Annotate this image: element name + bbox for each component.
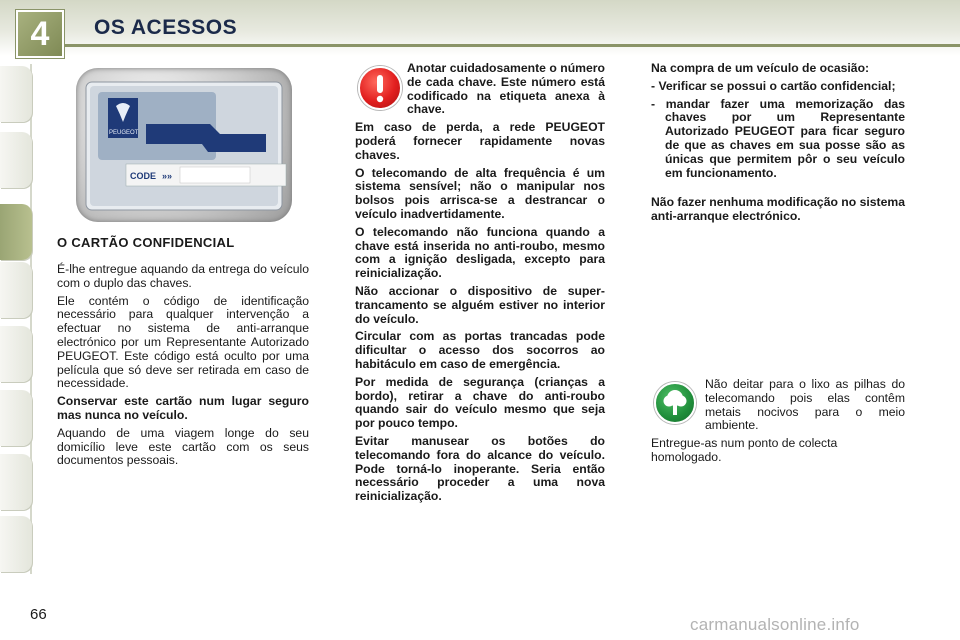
chapter-tab-8[interactable] xyxy=(0,454,32,510)
middle-paragraph-4: O telecomando não funciona quando a chave está inserida no anti-roubo, mesmo com a ignição desligada, excepto para reinicialização. xyxy=(355,224,605,281)
svg-text:PEUGEOT: PEUGEOT xyxy=(109,130,139,136)
right-list-item-2: - mandar fazer uma memorização das chaves por um Representante Autorizado PEUGEOT para ficar seguro de que as chaves em sua posse são as únicas que permitem pôr o seu veículo em funcionamento. xyxy=(651,96,905,180)
chapter-number-badge: 4 xyxy=(16,10,64,58)
left-paragraph-1: É-lhe entregue aquando da entrega do veículo com o duplo das chaves. xyxy=(57,262,309,290)
left-paragraph-4: Aquando de uma viagem longe do seu domicílio leve este cartão com os seus documentos pessoais. xyxy=(57,425,309,468)
card-drawing xyxy=(76,68,292,222)
chapter-tab-6[interactable] xyxy=(0,326,32,382)
environment-note xyxy=(651,378,905,469)
chapter-tab-5[interactable] xyxy=(0,262,32,318)
middle-column xyxy=(355,62,605,508)
chapter-tab-7[interactable] xyxy=(0,390,32,446)
section-title-confidential-card: O CARTÃO CONFIDENCIAL xyxy=(57,235,235,250)
middle-paragraph-7: Por medida de segurança (crianças a bordo), retirar a chave do anti-roubo quando sair do veículo mesmo que seja por pouco tempo. xyxy=(355,374,605,431)
right-list-item-1: - Verificar se possui o cartão confidencial; xyxy=(651,78,896,93)
environment-paragraph-2: Entregue-as num ponto de colecta homologado. xyxy=(651,436,838,464)
chapter-tab-2[interactable] xyxy=(0,132,32,188)
middle-paragraph-2: Em caso de perda, a rede PEUGEOT poderá fornecer rapidamente novas chaves. xyxy=(355,120,605,162)
left-column xyxy=(57,263,309,472)
chapter-tab-9[interactable] xyxy=(0,516,32,572)
left-paragraph-3-bold: Conservar este cartão num lugar seguro mas nunca no veículo. xyxy=(57,394,309,422)
confidential-card-illustration xyxy=(76,68,292,222)
chapter-tab-1[interactable] xyxy=(0,66,32,122)
svg-text:»»: »» xyxy=(162,171,173,181)
left-paragraph-2: Ele contém o código de identificação necessário para qualquer intervenção a efectuar no sistema de anti-arranque electrónico por um Representante Autorizado PEUGEOT. Este código está oculto por uma película que só deve ser retirada em caso de necessidade. xyxy=(57,293,309,391)
header-rule xyxy=(60,44,960,47)
middle-paragraph-5: Não accionar o dispositivo de super-trancamento se alguém estiver no interior do veículo. xyxy=(355,283,605,326)
middle-paragraph-8: Evitar manusear os botões do telecomando fora do alcance do veículo. Pode torná-lo inoperante. Seria então necessário proceder a uma nova reinicialização. xyxy=(355,433,605,504)
code-field xyxy=(180,167,250,183)
middle-paragraph-1: Anotar cuidadosamente o número de cada chave. Este número está codificado na etiqueta anexa à chave. xyxy=(407,61,605,117)
right-paragraph-2: Não fazer nenhuma modificação no sistema anti-arranque electrónico. xyxy=(651,195,905,224)
right-paragraph-1: Na compra de um veículo de ocasião: xyxy=(651,61,870,75)
right-column xyxy=(651,62,905,228)
card-code-label: CODE xyxy=(130,171,157,181)
page-number: 66 xyxy=(30,606,47,623)
middle-paragraph-6: Circular com as portas trancadas pode dificultar o acesso dos socorros ao habitáculo em caso de emergência. xyxy=(355,329,605,371)
chapter-tab-4-active[interactable] xyxy=(0,204,32,260)
environment-paragraph-1: Não deitar para o lixo as pilhas do telecomando pois elas contêm metais nocivos para o meio ambiente. xyxy=(705,377,905,433)
middle-paragraph-3: O telecomando de alta frequência é um sistema sensível; não o manipular nos bolsos pois arrisca-se a destrancar o veículo inadvertidamente. xyxy=(355,165,605,221)
watermark: carmanualsonline.info xyxy=(690,615,860,634)
chapter-title: OS ACESSOS xyxy=(94,16,238,39)
